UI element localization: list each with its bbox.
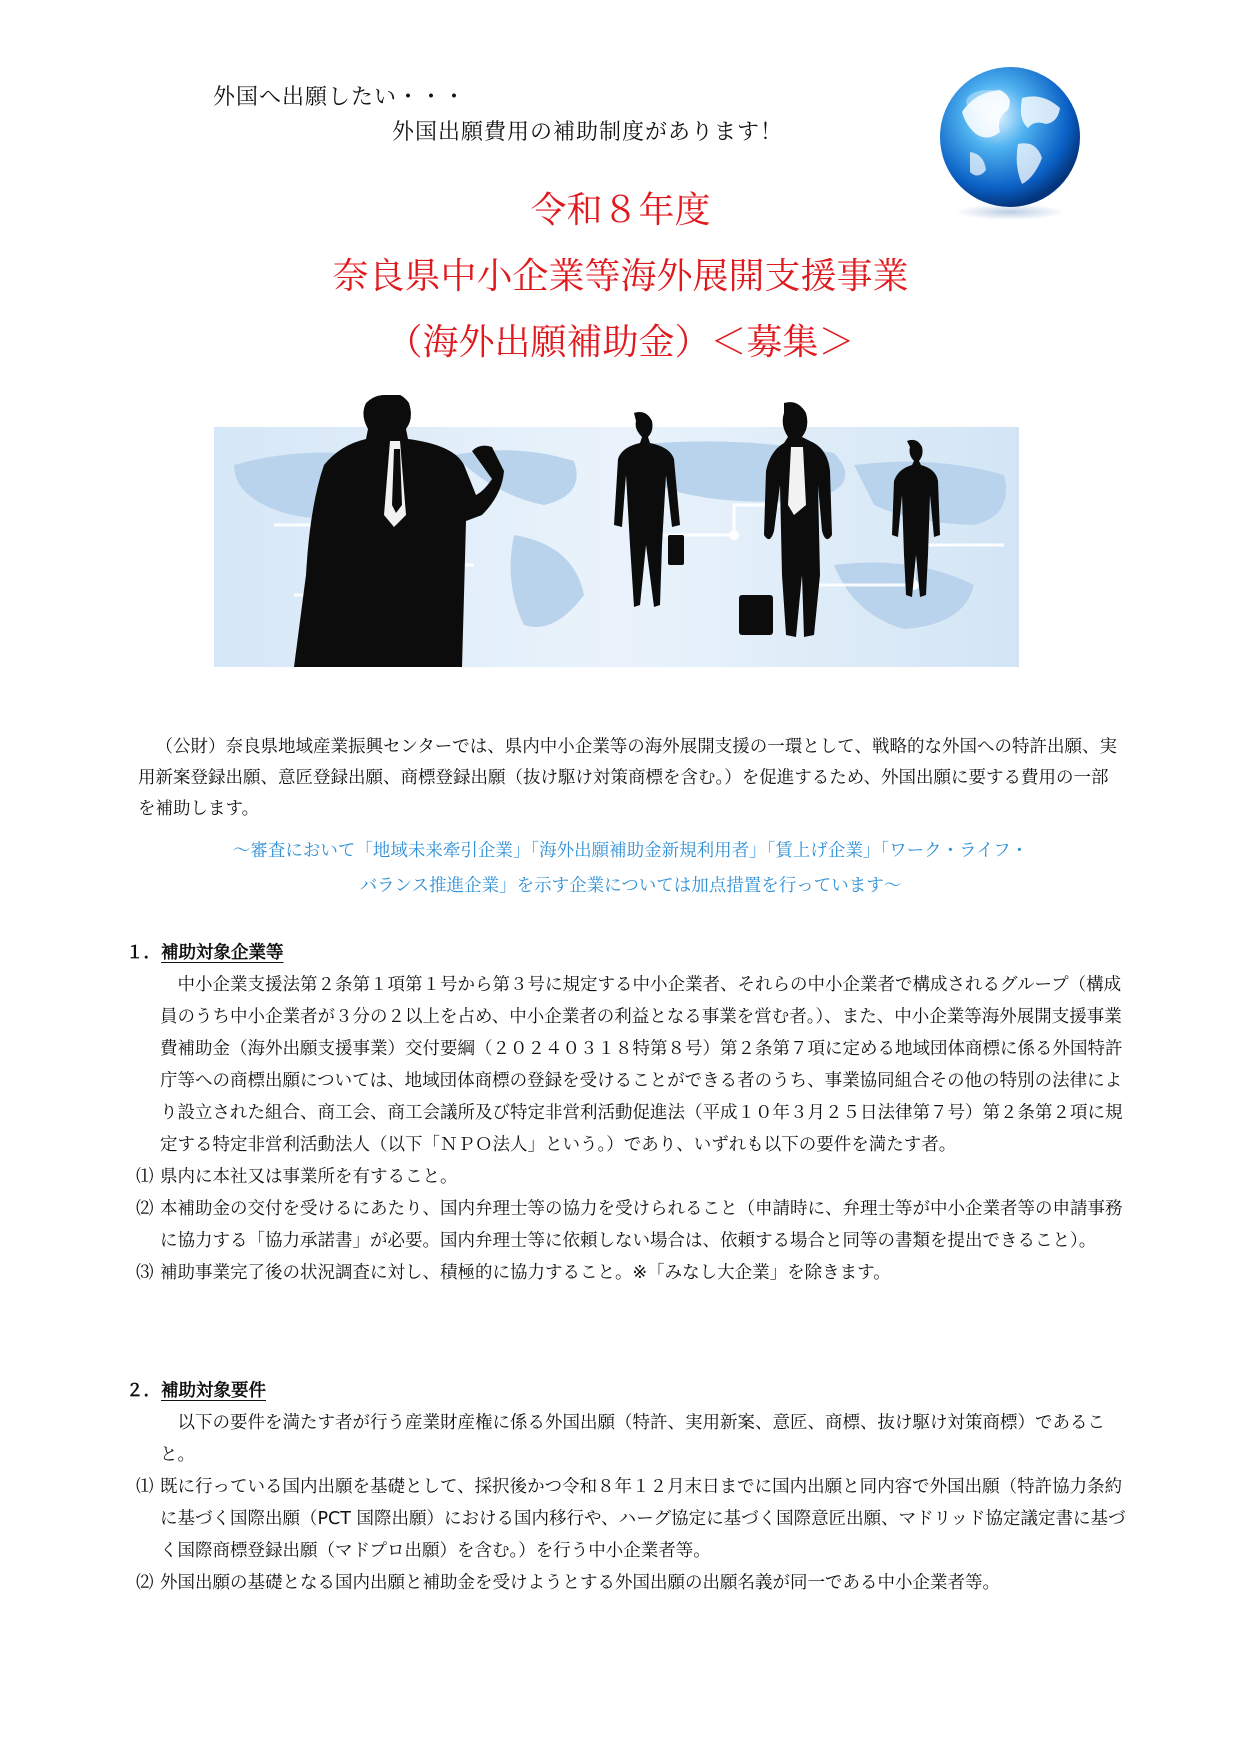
list-item: [126, 1193, 1136, 1257]
scoring-note: [138, 834, 1123, 904]
item-number: ⑴: [136, 1477, 154, 1497]
note-line-1: ～審査において「地域未来牽引企業」「海外出願補助金新規利用者」「賃上げ企業」「ワーク・ライフ・: [232, 841, 1029, 861]
intro-text: （公財）奈良県地域産業振興センターでは、県内中小企業等の海外展開支援の一環として、戦略的な外国への特許出願、実用新案登録出願、意匠登録出願、商標登録出願（抜け駆け対策商標を含む。）を促進するため、外国出願に要する費用の一部を補助します。: [138, 737, 1117, 819]
section-2-title: 補助対象要件: [161, 1381, 266, 1401]
tagline-2: 外国出願費用の補助制度があります！: [392, 120, 784, 145]
section-1-heading: [126, 937, 1136, 969]
section-1-body: 中小企業支援法第２条第１項第１号から第３号に規定する中小企業者、それらの中小企業者で構成されるグループ（構成員のうち中小企業者が３分の２以上を占め、中小企業者の利益となる事業を営む者。）、また、中小企業等海外展開支援事業費補助金（海外出願支援事業）交付要綱（２０２４０３１８特第８号）第２条第７項に定める地域団体商標に係る外国特許庁等への商標出願については、地域団体商標の登録を受けることができる者のうち、事業協同組合その他の特別の法律により設立された組合、商工会、商工会議所及び特定非営利活動促進法（平成１０年３月２５日法律第７号）第２条第２項に規定する特定非営利活動法人（以下「ＮＰＯ法人」という。）であり、いずれも以下の要件を満たす者。: [160, 975, 1123, 1155]
section-eligible-companies: [126, 937, 1136, 1289]
item-text: 本補助金の交付を受けるにあたり、国内弁理士等の協力を受けられること（申請時に、弁理士等が中小企業者等の申請事務に協力する「協力承諾書」が必要。国内弁理士等に依頼しない場合は、依頼する場合と同等の書類を提出できること）。: [160, 1199, 1123, 1251]
list-item: [126, 1471, 1136, 1567]
item-text: 補助事業完了後の状況調査に対し、積極的に協力すること。※「みなし大企業」を除きます。: [160, 1263, 891, 1283]
tagline-1: 外国へ出願したい・・・: [213, 85, 467, 110]
title-program: 奈良県中小企業等海外展開支援事業: [332, 256, 909, 297]
item-number: ⑶: [136, 1263, 154, 1283]
item-text: 外国出願の基礎となる国内出願と補助金を受けようとする外国出願の出願名義が同一である中小企業者等。: [160, 1573, 1000, 1593]
section-2-body: 以下の要件を満たす者が行う産業財産権に係る外国出願（特許、実用新案、意匠、商標、抜け駆け対策商標）であること。: [160, 1413, 1105, 1465]
title-subsidy: （海外出願補助金）＜募集＞: [386, 322, 855, 363]
intro-paragraph: [138, 732, 1123, 825]
section-1-title: 補助対象企業等: [161, 943, 284, 963]
item-number: ⑴: [136, 1167, 154, 1187]
item-number: ⑵: [136, 1199, 154, 1219]
item-number: ⑵: [136, 1573, 154, 1593]
business-people-banner: [214, 395, 1019, 667]
list-item: [126, 1257, 1136, 1289]
section-eligible-requirements: [126, 1375, 1136, 1599]
section-2-heading: [126, 1375, 1136, 1407]
section-1-number: １．: [126, 943, 161, 963]
list-item: [126, 1567, 1136, 1599]
item-text: 既に行っている国内出願を基礎として、採択後かつ令和８年１２月末日までに国内出願と同内容で外国出願（特許協力条約に基づく国際出願（PCT 国際出願）における国内移行や、ハーグ協定に基づく国際意匠出願、マドリッド協定議定書に基づく国際商標登録出願（マドプロ出願）を含む。）を行う中小企業者等。: [160, 1477, 1126, 1561]
note-line-2: バランス推進企業」を示す企業については加点措置を行っています～: [359, 876, 902, 896]
list-item: [126, 1161, 1136, 1193]
item-text: 県内に本社又は事業所を有すること。: [160, 1167, 458, 1187]
section-2-number: ２．: [126, 1381, 161, 1401]
title-year: 令和８年度: [530, 190, 711, 231]
